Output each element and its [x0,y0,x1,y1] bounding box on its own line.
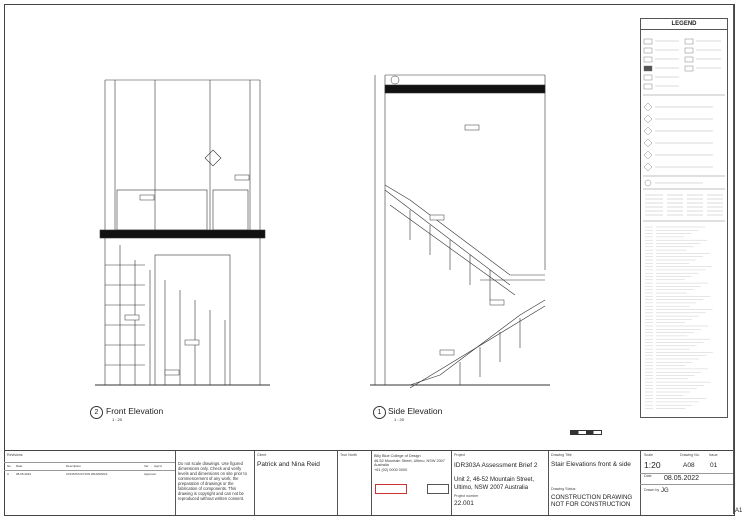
scale-bar [570,430,602,435]
rev-header-ver: Ver [144,464,149,468]
rev-row-appd: Approver [144,472,157,476]
client-name: Patrick and Nina Reid [257,461,320,468]
revisions-label: Revisions [7,453,23,457]
project-number-label: Project number [454,494,479,498]
scale-value: 1:20 [644,460,661,470]
drawing-status: CONSTRUCTION DRAWING NOT FOR CONSTRUCTION [551,494,633,508]
drawn-by-label: Drawn by [644,488,660,492]
rev-row-no: A [7,472,10,476]
partner-logo [427,484,449,494]
project-number: 22.001 [454,500,474,507]
drawing-status-label: Drawing Status [551,487,576,491]
drawn-by: JG [661,488,669,494]
rev-row-date: 08.05.2022 [16,472,32,476]
side-view-number: 1 [373,406,386,419]
issue-label: Issue [709,453,718,457]
project-name: IDR303A Assessment Brief 2 [454,462,538,469]
legend-content [643,31,725,415]
rev-header-no: No [7,464,11,468]
date-value: 08.05.2022 [664,475,700,482]
front-view-number: 2 [90,406,103,419]
drawing-no: A08 [683,462,695,469]
school-address: Billy Blue College of Design 46-52 Mountain Street, Ultimo, NSW 2007 Australia +61 (02) 0000 0000 [374,454,445,472]
rev-header-description: Description [66,464,82,468]
project-address: Unit 2, 46-52 Mountain Street, Ultimo, NSW 2007 Australia [454,477,535,491]
project-label: Project [454,453,466,457]
school-logo [375,484,407,494]
side-elevation-drawing [370,70,550,390]
title-block [4,450,733,515]
front-view-title: Front Elevation [106,406,164,416]
sheet-size: A1 [735,508,743,514]
date-label: Date [644,474,652,478]
issue-value: 01 [710,462,718,469]
legend-title: LEGEND [671,21,697,27]
drawing-no-label: Drawing No. [680,453,700,457]
true-north-label: True North [340,453,358,457]
side-view-scale: 1 : 20 [394,417,405,422]
rev-header-date: Date [16,464,23,468]
scale-label: Scale [644,453,653,457]
drawing-title-label: Drawing Title [551,453,572,457]
rev-header-appd: App'd [154,464,162,468]
front-view-scale: 1 : 20 [112,417,123,422]
drawing-title: Stair Elevations front & side [551,461,631,468]
front-elevation-drawing [95,70,270,390]
legend-panel [640,18,728,418]
disclaimer-note: Do not scale drawings. Use figured dimensions only. Check and verify levels and dimensions on site prior to commencement of any work, the preparation of drawings or the fabrication of components. This drawing is copyright and can not be reproduced without written consent. [178,461,247,501]
rev-row-description: CONSTRUCTION DRAWINGS [66,472,108,476]
side-view-title: Side Elevation [388,406,443,416]
client-label: Client [257,453,267,457]
